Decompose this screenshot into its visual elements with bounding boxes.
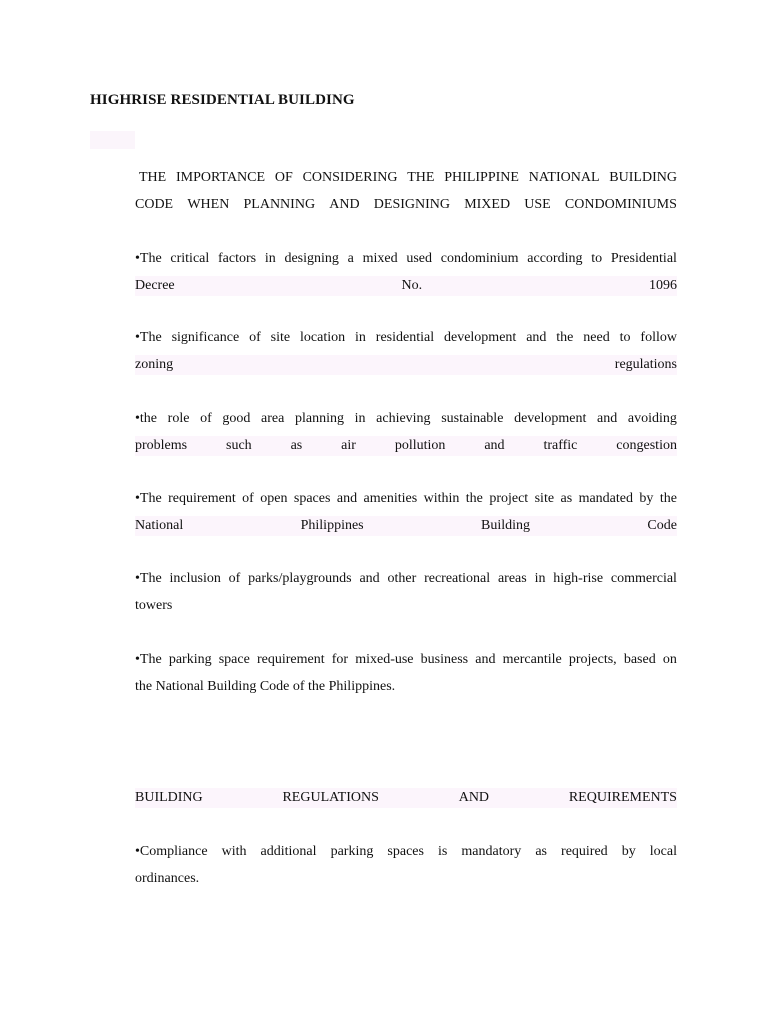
word: and [336, 491, 358, 506]
word: mandated [578, 491, 633, 506]
word: •The [135, 652, 162, 667]
word: such [226, 438, 252, 453]
word: •the [135, 411, 158, 426]
word: and [484, 438, 505, 453]
word: pollution [394, 438, 446, 453]
word: REGULATIONS [282, 790, 379, 805]
word: BUILDING [609, 170, 677, 185]
word: need [583, 330, 610, 345]
word: mercantile [502, 652, 562, 667]
word: with [221, 844, 247, 859]
word: the [465, 491, 483, 506]
word: as [560, 491, 573, 506]
word: CONDOMINIUMS [564, 197, 677, 212]
word: air [341, 438, 356, 453]
word: on [662, 652, 677, 667]
word: PHILIPPINE [444, 170, 519, 185]
word: used [406, 251, 433, 266]
bullet-1-line-1 [135, 249, 677, 269]
word: amenities [363, 491, 418, 506]
bullet-paragraph-6 [135, 650, 677, 697]
word: recreational [424, 571, 491, 586]
word: high-rise [553, 571, 604, 586]
section-heading-line [135, 788, 677, 808]
word: planning [294, 411, 344, 426]
word: BUILDING [135, 790, 203, 805]
word: problems [135, 438, 188, 453]
word: parking [168, 652, 212, 667]
word: parks/playgrounds [248, 571, 352, 586]
section-bullet-line-2: ordinances. [135, 871, 200, 886]
bullet-paragraph-3 [135, 409, 677, 456]
intro-line-1 [135, 168, 677, 188]
bullet-3-line-2 [135, 436, 677, 456]
word: WHEN [187, 197, 230, 212]
word: IMPORTANCE [176, 170, 266, 185]
word: THE [139, 170, 167, 185]
word: areas [497, 571, 527, 586]
bullet-6-line-2: the National Building Code of the Philippines. [135, 679, 396, 694]
word: requirement [256, 652, 325, 667]
highlight-box [90, 131, 135, 149]
word: by [621, 844, 636, 859]
word: development [514, 411, 587, 426]
word: and [475, 652, 496, 667]
word: MIXED [464, 197, 511, 212]
word: THE [407, 170, 435, 185]
word: as [535, 844, 547, 859]
word: OF [274, 170, 293, 185]
word: AND [458, 790, 490, 805]
word: residential [375, 330, 435, 345]
word: to [591, 251, 603, 266]
word: Code [647, 518, 677, 533]
word: inclusion [169, 571, 221, 586]
word: •Compliance [135, 844, 208, 859]
word: of [249, 330, 261, 345]
section-heading [135, 788, 677, 808]
word: of [228, 571, 241, 586]
bullet-5-line-2: towers [135, 598, 173, 613]
word: business [420, 652, 469, 667]
bullet-paragraph-5 [135, 569, 677, 616]
word: REQUIREMENTS [568, 790, 677, 805]
word: within [423, 491, 460, 506]
word: factors [218, 251, 257, 266]
bullet-2-line-1 [135, 328, 677, 348]
section-bullet-line-1 [135, 842, 677, 862]
intro-line-2 [135, 195, 677, 215]
word: zoning [135, 357, 174, 372]
word: regulations [614, 357, 677, 372]
word: location [300, 330, 346, 345]
bullet-5-line-1 [135, 569, 677, 589]
word: space [218, 652, 250, 667]
word: National [135, 518, 184, 533]
word: and [597, 411, 618, 426]
word: according [527, 251, 583, 266]
word: No. [401, 278, 423, 293]
word: traffic [543, 438, 578, 453]
document-title: HIGHRISE RESIDENTIAL BUILDING [90, 92, 355, 108]
word: by [639, 491, 654, 506]
word: of [242, 491, 254, 506]
word: •The [135, 330, 162, 345]
word: •The [135, 251, 162, 266]
word: open [260, 491, 288, 506]
word: mixed [362, 251, 398, 266]
word: critical [170, 251, 210, 266]
bullet-paragraph-2 [135, 328, 677, 375]
word: in [354, 411, 366, 426]
word: of [200, 411, 212, 426]
word: follow [640, 330, 677, 345]
word: congestion [616, 438, 677, 453]
word: AND [329, 197, 360, 212]
word: to [619, 330, 631, 345]
word: Philippines [300, 518, 364, 533]
word: designing [284, 251, 339, 266]
word: other [387, 571, 417, 586]
word: projects, [568, 652, 617, 667]
word: role [167, 411, 190, 426]
word: Decree [135, 278, 175, 293]
word: based [623, 652, 656, 667]
word: area [261, 411, 285, 426]
word: and [359, 571, 380, 586]
word: for [331, 652, 349, 667]
word: is [438, 844, 448, 859]
word: achieving [376, 411, 431, 426]
word: •The [135, 571, 162, 586]
word: a [347, 251, 354, 266]
word: as [290, 438, 303, 453]
word: local [649, 844, 677, 859]
word: 1096 [648, 278, 677, 293]
section-bullet-paragraph [135, 842, 677, 889]
word: Building [481, 518, 531, 533]
word: •The [135, 491, 162, 506]
bullet-1-line-2 [135, 276, 677, 296]
word: required [561, 844, 608, 859]
word: site [270, 330, 291, 345]
word: NATIONAL [528, 170, 600, 185]
word: spaces [293, 491, 331, 506]
bullet-6-line-1 [135, 650, 677, 670]
word: spaces [387, 844, 424, 859]
word: additional [260, 844, 317, 859]
bullet-2-line-2 [135, 355, 677, 375]
bullet-3-line-1 [135, 409, 677, 429]
word: in [534, 571, 546, 586]
word: commercial [610, 571, 677, 586]
word: the [556, 330, 574, 345]
word: in [355, 330, 366, 345]
word: in [264, 251, 276, 266]
word: project [489, 491, 529, 506]
word: CODE [135, 197, 174, 212]
word: sustainable [441, 411, 504, 426]
word: condominium [440, 251, 519, 266]
word: site [534, 491, 555, 506]
word: good [222, 411, 251, 426]
bullet-paragraph-4 [135, 489, 677, 536]
intro-paragraph [135, 168, 677, 215]
word: avoiding [627, 411, 677, 426]
word: USE [524, 197, 551, 212]
bullet-4-line-1 [135, 489, 677, 509]
word: mixed-use [355, 652, 414, 667]
word: mandatory [461, 844, 522, 859]
word: development [443, 330, 517, 345]
word: CONSIDERING [302, 170, 398, 185]
word: requirement [168, 491, 236, 506]
bullet-paragraph-1 [135, 249, 677, 296]
word: significance [171, 330, 240, 345]
word: Presidential [610, 251, 677, 266]
word: the [659, 491, 677, 506]
word: DESIGNING [373, 197, 450, 212]
word: PLANNING [243, 197, 316, 212]
word: and [526, 330, 547, 345]
bullet-4-line-2 [135, 516, 677, 536]
word: parking [330, 844, 374, 859]
